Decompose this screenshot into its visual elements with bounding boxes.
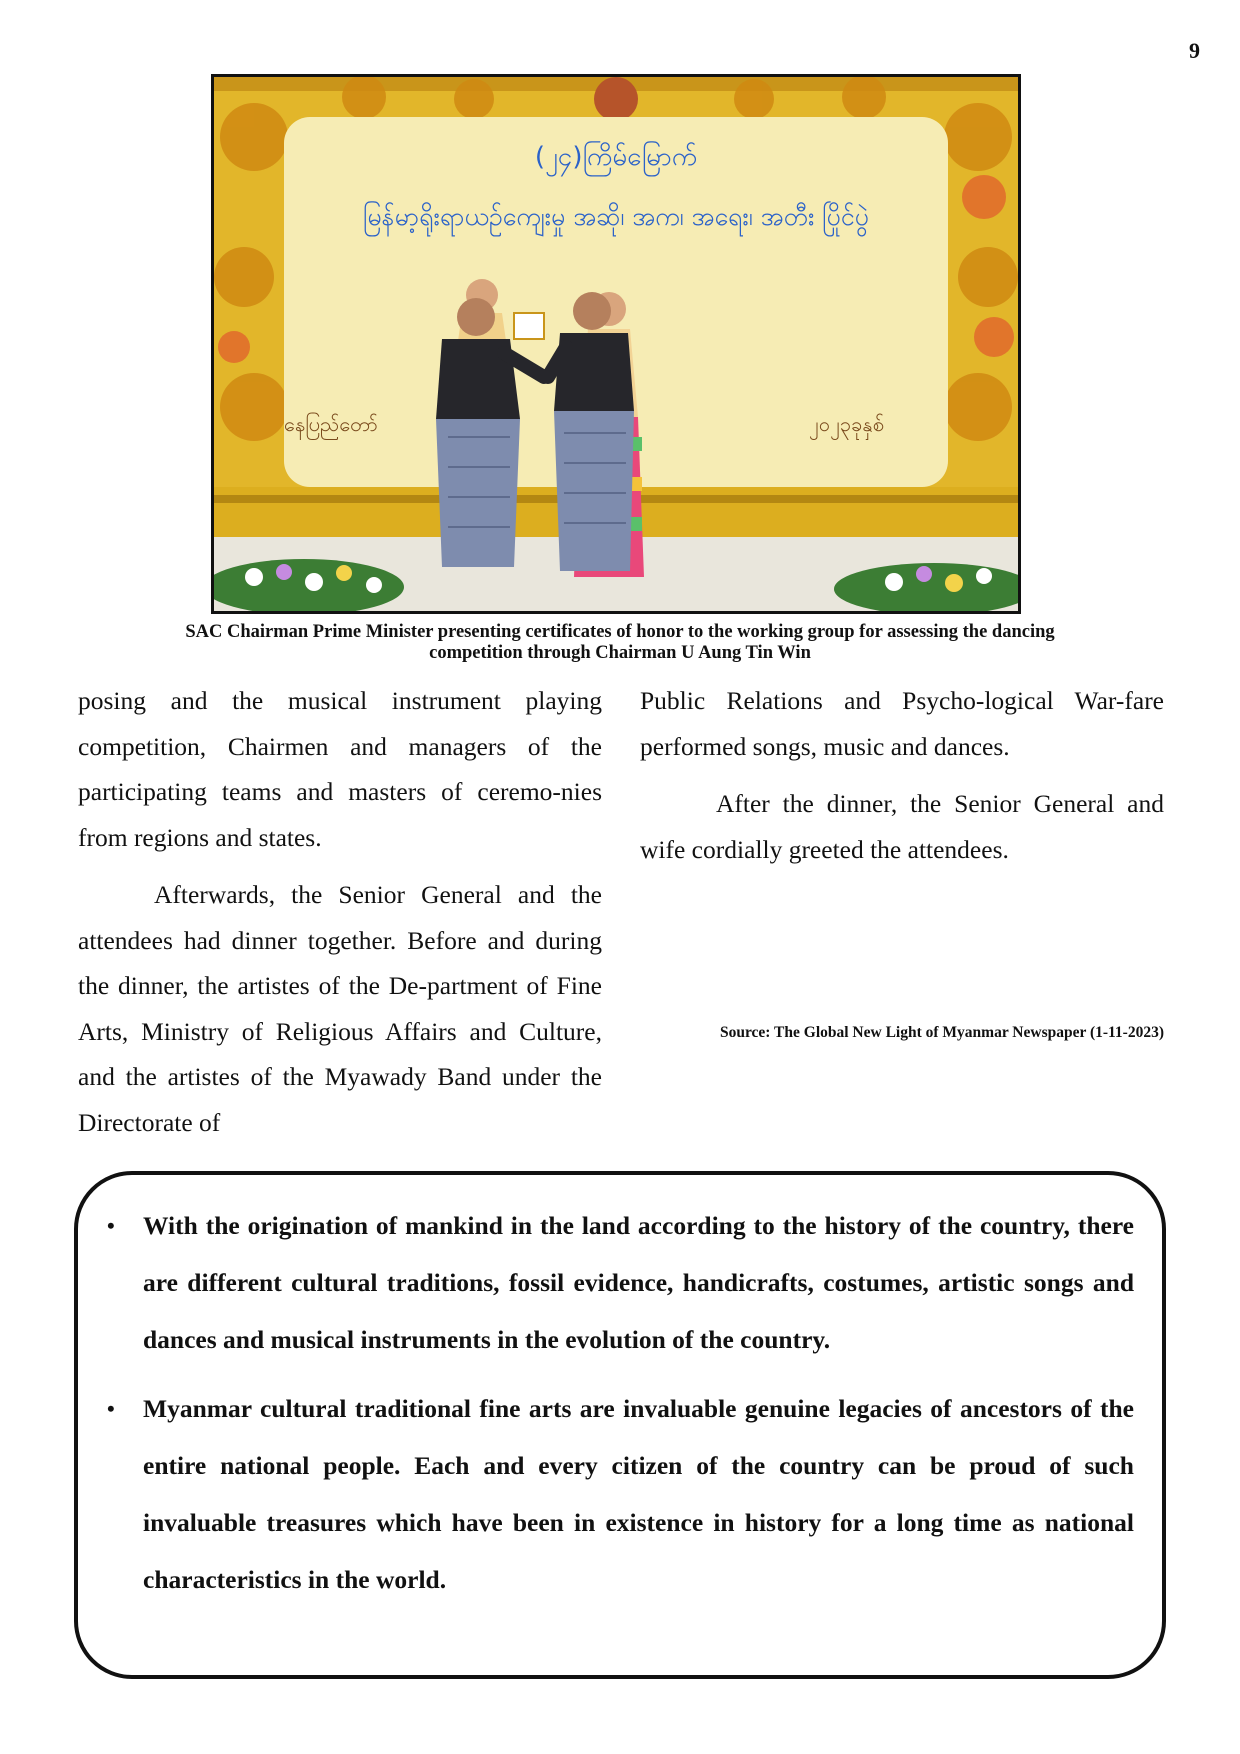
article-paragraph: After the dinner, the Senior General and wife cordially greeted the attendees. — [640, 789, 1164, 864]
key-points-list — [107, 1197, 1134, 1608]
bullet-icon: • — [107, 1213, 115, 1238]
key-point-text: Myanmar cultural traditional fine arts are invaluable genuine legacies of ancestors of the entire national people. Each and every citizen of the country can be proud of such invaluable treasures which have been in existence in history for a long time as national characteristics in the world. — [143, 1394, 1134, 1594]
article-left-column — [78, 678, 602, 1145]
ceremony-photo — [211, 74, 1021, 614]
man-right — [548, 292, 634, 571]
source-citation: Source: The Global New Light of Myanmar Newspaper (1-11-2023) — [719, 1024, 1164, 1041]
article-paragraph: Afterwards, the Senior General and the attendees had dinner together. Before and during the dinner, the artistes of the De-partment of Fine Arts, Ministry of Religious Affairs and Culture, and the artistes of the Myawady Band under the Directorate of — [78, 880, 602, 1137]
key-points-box — [74, 1171, 1166, 1679]
banner-line-1: (၂၄)ကြိမ်မြောက် — [534, 142, 698, 172]
banner-line-2: မြန်မာ့ရိုးရာယဉ်ကျေးမှု အဆို၊ အက၊ အရေး၊ အတီး ပြိုင်ပွဲ — [363, 202, 869, 231]
article-paragraph: Public Relations and Psycho-logical War-fare performed songs, music and dances. — [640, 686, 1164, 761]
page-number: 9 — [1189, 38, 1200, 63]
certificate — [514, 313, 544, 339]
banner-left-text: နေပြည်တော် — [284, 412, 378, 436]
photo-caption: SAC Chairman Prime Minister presenting certificates of honor to the working group for assessing the dancing competition through Chairman U Aung Tin Win — [185, 622, 1055, 663]
bullet-icon: • — [107, 1396, 115, 1421]
key-point-item — [107, 1380, 1134, 1608]
article-right-column — [640, 678, 1164, 872]
key-point-item — [107, 1197, 1134, 1368]
banner-right-text: ၂၀၂၃ခုနှစ် — [809, 412, 884, 436]
top-medallion — [594, 77, 638, 121]
article-paragraph: posing and the musical instrument playing competition, Chairmen and managers of the participating teams and masters of ceremo-nies from regions and states. — [78, 686, 602, 852]
key-point-text: With the origination of mankind in the land according to the history of the country, there are different cultural traditions, fossil evidence, handicrafts, costumes, artistic songs and dances and musical instruments in the evolution of the country. — [143, 1211, 1134, 1354]
